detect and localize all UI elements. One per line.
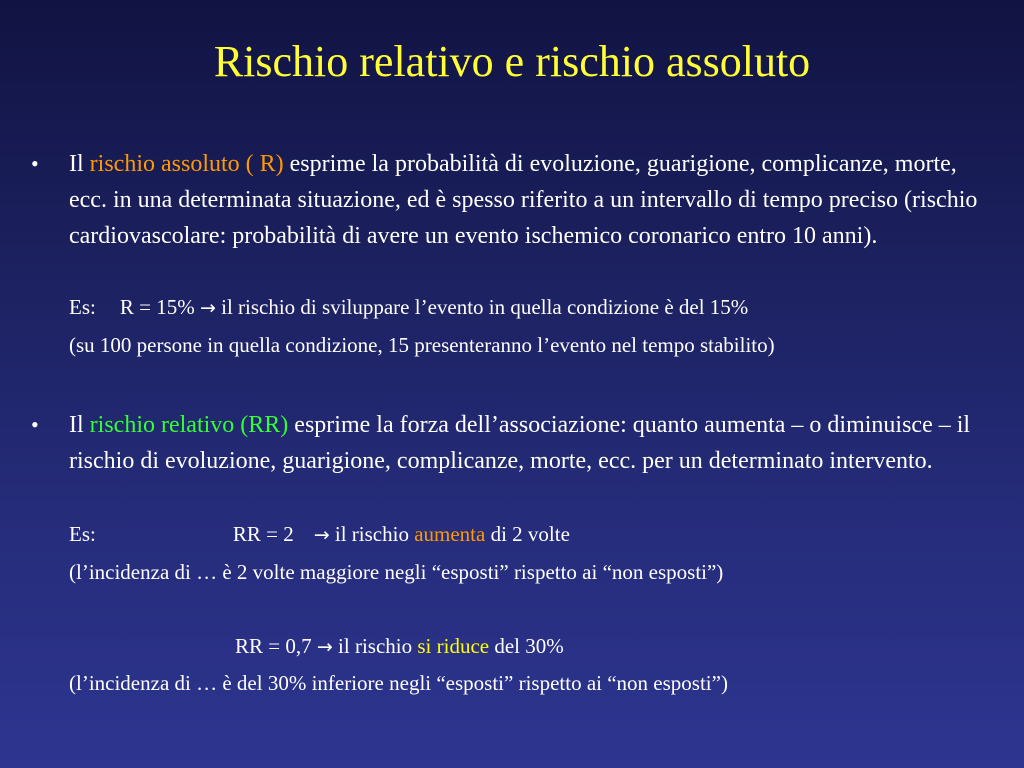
relative-risk-paragraph — [69, 407, 991, 479]
bullet-absolute-risk — [31, 146, 991, 254]
example-post: del 30% — [489, 634, 564, 658]
arrow-right-icon: → — [313, 524, 330, 546]
relative-risk-note-1: (l’incidenza di … è 2 volte maggiore negli “esposti” rispetto ai “non esposti”) — [69, 560, 724, 584]
relative-risk-text: esprime la forza dell’associazione: quanto aumenta – o diminuisce – il rischio di evoluzione, guarigione, complicanze, morte, ecc. per un determinato intervento. — [69, 412, 971, 474]
relative-risk-example-1 — [69, 519, 570, 550]
bullet-relative-risk — [31, 407, 991, 479]
highlight-increase: aumenta — [414, 522, 486, 546]
absolute-risk-note: (su 100 persone in quella condizione, 15 presenteranno l’evento nel tempo stabilito) — [69, 333, 775, 357]
absolute-risk-paragraph — [69, 146, 991, 254]
example-formula: R = 15% — [119, 295, 195, 319]
slide-title: Rischio relativo e rischio assoluto — [213, 37, 811, 86]
absolute-risk-text: esprime la probabilità di evoluzione, guarigione, complicanze, morte, ecc. in una determinata situazione, ed è spesso riferito a un intervallo di tempo preciso (rischio cardiovascolare: probabilità di avere un evento ischemico coronarico entro 10 anni). — [69, 151, 978, 249]
relative-risk-intro: Il — [69, 412, 90, 438]
example-formula-rr07: RR = 0,7 — [235, 634, 312, 658]
arrow-right-icon: → — [316, 636, 333, 658]
bullet-marker: • — [31, 151, 39, 176]
bullet-marker: • — [31, 412, 39, 437]
absolute-risk-term: rischio assoluto ( R) — [89, 151, 284, 177]
absolute-risk-example — [69, 292, 748, 323]
absolute-risk-intro: Il — [69, 151, 90, 177]
example-pre: il rischio — [334, 522, 415, 546]
relative-risk-term: rischio relativo (RR) — [89, 412, 289, 438]
arrow-right-icon: → — [199, 297, 216, 319]
example-pre: il rischio — [338, 634, 418, 658]
example-label: Es: — [69, 522, 96, 546]
highlight-decrease: si riduce — [417, 634, 490, 658]
example-formula-rr2: RR = 2 — [232, 522, 294, 546]
example-label: Es: — [69, 295, 96, 319]
example-post: di 2 volte — [485, 522, 570, 546]
relative-risk-note-2: (l’incidenza di … è del 30% inferiore negli “esposti” rispetto ai “non esposti”) — [69, 671, 728, 695]
relative-risk-example-2 — [69, 631, 564, 662]
example-text: il rischio di sviluppare l’evento in quella condizione è del 15% — [221, 295, 749, 319]
